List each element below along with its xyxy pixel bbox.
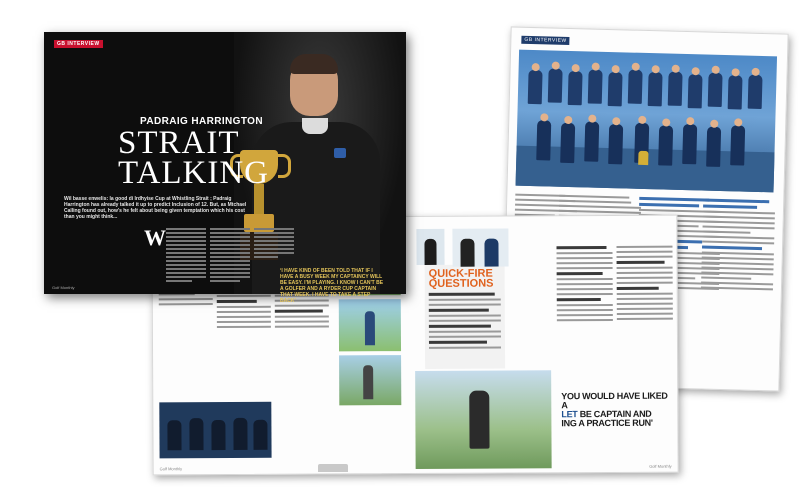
article-column bbox=[699, 199, 776, 381]
section-tag: GB INTERVIEW bbox=[521, 36, 570, 45]
folio-right: Golf Monthly bbox=[649, 463, 672, 469]
headline-line-2: TALKING bbox=[118, 155, 269, 191]
pull-quote: ‘I HAVE KIND OF BEEN TOLD THAT IF I HAVE A BUSY WEEK MY CAPTAINCY WILL BE EASY. I'M PLAYING. I KNOW I CAN'T BE A GOLFER AND A RYDER CUP CAPTAIN THAT WEEK. I HAVE TO TAKE A STEP BACK’ bbox=[280, 268, 384, 304]
pull-quote-line-3: ING A PRACTICE RUN' bbox=[561, 417, 653, 429]
article-column bbox=[556, 246, 612, 324]
page-tab bbox=[318, 464, 348, 472]
article-column bbox=[616, 246, 672, 323]
quick-fire-box bbox=[425, 265, 506, 369]
pull-quote-line-2: BE CAPTAIN AND bbox=[579, 408, 652, 420]
team-group-photo bbox=[159, 402, 271, 459]
pull-quote bbox=[561, 392, 671, 429]
portrait-photo bbox=[416, 229, 444, 265]
two-men-photo bbox=[452, 229, 508, 267]
ryder-cup-team-photo bbox=[516, 50, 777, 193]
article-column bbox=[166, 228, 206, 284]
folio-left: Golf Monthly bbox=[159, 466, 183, 472]
trophy-icon bbox=[638, 151, 648, 165]
pull-quote-line-2-prefix: LET bbox=[561, 409, 578, 420]
headline-line-1: STRAIT bbox=[118, 125, 240, 161]
section-tag: GB INTERVIEW bbox=[54, 40, 103, 48]
standfirst: Wil basse enwelis: la good di Irdhyise Cup at Whistling Strait ; Padraig Harrington has already talked it up to predict Inclusion of 12. But, as Mtchael Calling found out, how's he felt about being given temptation which his cost than you might think... bbox=[64, 196, 247, 220]
subject-name: PADRAIG HARRINGTON bbox=[140, 116, 263, 127]
magazine-cover-spread bbox=[44, 32, 406, 304]
golfer-photo bbox=[339, 355, 401, 405]
pull-quote-line-1: YOU WOULD HAVE LIKED A bbox=[561, 390, 668, 411]
quick-fire-title: QUICK-FIRE QUESTIONS bbox=[428, 267, 494, 290]
golfer-photo bbox=[339, 299, 401, 351]
headline bbox=[118, 125, 269, 191]
golfer-swing-photo bbox=[415, 370, 552, 469]
crest-icon bbox=[334, 148, 346, 158]
article-column bbox=[210, 228, 250, 284]
folio: Golf Monthly bbox=[52, 285, 75, 290]
drop-cap: W bbox=[144, 225, 166, 250]
article-column bbox=[254, 228, 294, 260]
